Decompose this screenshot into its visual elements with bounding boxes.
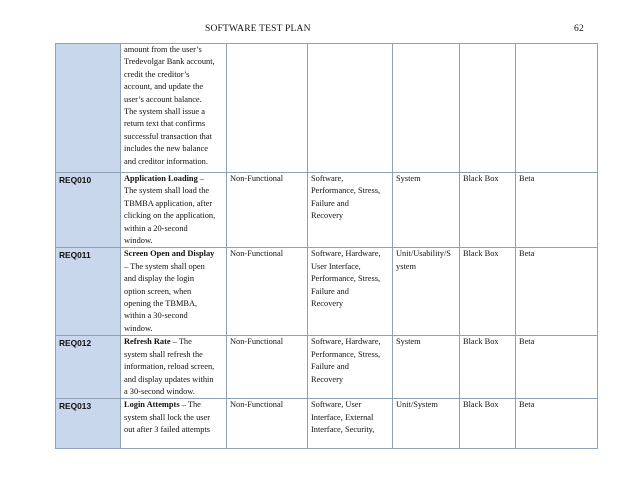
requirement-type-cell: Non-Functional <box>227 399 308 449</box>
requirement-title: Refresh Rate <box>124 337 171 347</box>
requirement-title: Login Attempts <box>124 400 180 410</box>
requirement-description-cell: Application Loading – The system shall load the TBMBA application, after clicking on the application, within a 20-second window. <box>121 173 227 248</box>
test-methods-cell: Software, Hardware, Performance, Stress, Failure and Recovery <box>308 336 393 399</box>
requirement-id-cell: REQ013 <box>56 399 121 449</box>
test-technique-cell: Black Box <box>460 336 516 399</box>
test-methods-cell: Software, Hardware, User Interface, Performance, Stress, Failure and Recovery <box>308 248 393 336</box>
requirement-id-cell: REQ012 <box>56 336 121 399</box>
test-level-cell: Unit/Usability/S ystem <box>393 248 460 336</box>
test-level-cell: System <box>393 173 460 248</box>
test-technique-cell <box>460 44 516 173</box>
table-row <box>56 336 598 399</box>
test-technique-cell: Black Box <box>460 173 516 248</box>
requirements-test-table <box>55 43 598 449</box>
test-stage-cell <box>516 44 598 173</box>
test-stage-cell: Beta <box>516 173 598 248</box>
requirement-type-cell: Non-Functional <box>227 173 308 248</box>
table-row <box>56 173 598 248</box>
test-methods-cell: Software, Performance, Stress, Failure and Recovery <box>308 173 393 248</box>
requirement-description-cell: amount from the user’s Tredevolgar Bank account, credit the creditor’s account, and update the user’s account balance. The system shall issue a return text that confirms successful transaction that includes the new balance and creditor information. <box>121 44 227 173</box>
requirement-description-cell: Login Attempts – The system shall lock the user out after 3 failed attempts <box>121 399 227 449</box>
test-stage-cell: Beta <box>516 399 598 449</box>
table-body <box>56 44 598 449</box>
requirement-id-cell: REQ011 <box>56 248 121 336</box>
test-stage-cell: Beta <box>516 248 598 336</box>
requirement-description-cell: Refresh Rate – The system shall refresh the information, reload screen, and display updates within a 30-second window. <box>121 336 227 399</box>
requirement-id-cell: REQ010 <box>56 173 121 248</box>
requirement-type-cell: Non-Functional <box>227 248 308 336</box>
requirement-type-cell <box>227 44 308 173</box>
requirement-title: Screen Open and Display <box>124 249 215 259</box>
test-technique-cell: Black Box <box>460 399 516 449</box>
requirement-description-cell: Screen Open and Display – The system shall open and display the login option screen, when opening the TBMBA, within a 30-second window. <box>121 248 227 336</box>
test-level-cell: System <box>393 336 460 399</box>
requirement-title: Application Loading <box>124 174 198 183</box>
test-methods-cell: Software, User Interface, External Interface, Security, <box>308 399 393 449</box>
requirement-id-cell <box>56 44 121 173</box>
page-number: 62 <box>574 24 584 34</box>
table-row <box>56 44 598 173</box>
requirement-type-cell: Non-Functional <box>227 336 308 399</box>
test-level-cell: Unit/System <box>393 399 460 449</box>
page-header <box>0 24 638 40</box>
table-row <box>56 248 598 336</box>
document-title: SOFTWARE TEST PLAN <box>205 24 311 34</box>
test-stage-cell: Beta <box>516 336 598 399</box>
table-row <box>56 399 598 449</box>
test-technique-cell: Black Box <box>460 248 516 336</box>
test-level-cell <box>393 44 460 173</box>
test-methods-cell <box>308 44 393 173</box>
